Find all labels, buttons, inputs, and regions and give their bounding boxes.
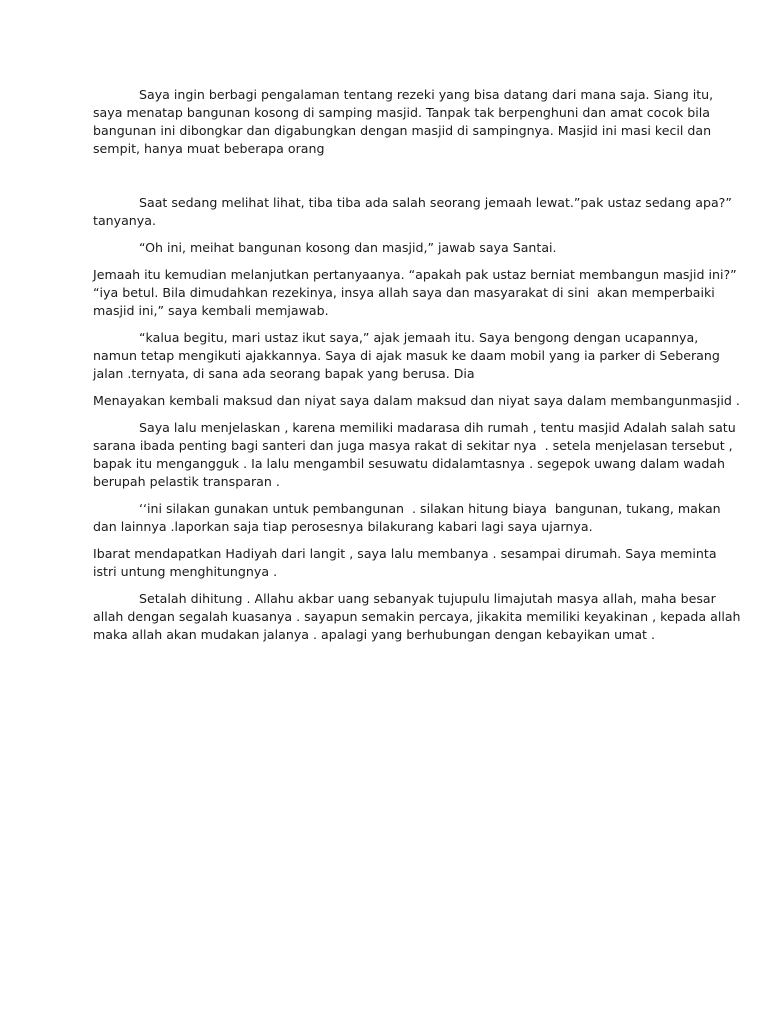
paragraph-line: “Oh ini, meihat bangunan kosong dan masjid,” jawab saya Santai. [139,240,557,255]
paragraph-line: masjid ini,” saya kembali memjawab. [93,303,329,318]
paragraph-line: jalan .ternyata, di sana ada seorang bapak yang berusa. Dia [93,366,475,381]
paragraph-line: “iya betul. Bila dimudahkan rezekinya, insya allah saya dan masyarakat di sini akan memperbaiki [93,285,715,300]
paragraph-line: bangunan ini dibongkar dan digabungkan dengan masjid di sampingnya. Masjid ini masi kecil dan [93,123,712,138]
paragraph-5 [93,329,720,383]
paragraph-3 [93,239,675,257]
paragraph-line: Jemaah itu kemudian melanjutkan pertanyaanya. “apakah pak ustaz berniat membangun masjid ini?” [93,267,737,282]
paragraph-line: ‘‘ini silakan gunakan untuk pembangunan . silakan hitung biaya bangunan, tukang, makan [139,501,721,516]
paragraph-line: Saat sedang melihat lihat, tiba tiba ada salah seorang jemaah lewat.”pak ustaz sedang apa?” [139,195,732,210]
paragraph-line: Menayakan kembali maksud dan niyat saya dalam maksud dan niyat saya dalam membangunmasjid . [93,393,740,408]
paragraph-7 [93,419,736,491]
paragraph-8 [93,500,721,536]
paragraph-line: “kalua begitu, mari ustaz ikut saya,” ajak jemaah itu. Saya bengong dengan ucapannya, [139,330,699,345]
paragraph-line: Saya ingin berbagi pengalaman tentang rezeki yang bisa datang dari mana saja. Siang itu, [139,87,714,102]
paragraph-line: sempit, hanya muat beberapa orang [93,141,325,156]
paragraph-line: Ibarat mendapatkan Hadiyah dari langit , saya lalu membanya . sesampai dirumah. Saya meminta [93,546,717,561]
paragraph-line: namun tetap mengikuti ajakkannya. Saya di ajak masuk ke daam mobil yang ia parker di Seberang [93,348,720,363]
paragraph-1 [93,86,714,158]
document-body [93,86,741,653]
paragraph-9 [93,545,717,581]
paragraph-line: allah dengan segalah kuasanya . sayapun semakin percaya, jikakita memiliki keyakinan , kepada allah [93,609,741,624]
paragraph-line: saya menatap bangunan kosong di samping masjid. Tanpak tak berpenghuni dan amat cocok bila [93,105,710,120]
paragraph-2 [93,194,732,230]
paragraph-line: berupah pelastik transparan . [93,474,280,489]
paragraph-line: maka allah akan mudakan jalanya . apalagi yang berhubungan dengan kebayikan umat . [93,627,655,642]
paragraph-line: Saya lalu menjelaskan , karena memiliki madarasa dih rumah , tentu masjid Adalah salah satu [139,420,736,435]
paragraph-line: dan lainnya .laporkan saja tiap perosesnya bilakurang kabari lagi saya ujarnya. [93,519,593,534]
paragraph-6 [93,392,740,410]
paragraph-line: istri untung menghitungnya . [93,564,278,579]
paragraph-4 [93,266,737,320]
paragraph-line: tanyanya. [93,213,156,228]
paragraph-line: bapak itu mengangguk . Ia lalu mengambil sesuwatu didalamtasnya . segepok uwang dalam wadah [93,456,726,471]
paragraph-line: sarana ibada penting bagi santeri dan juga masya rakat di sekitar nya . setela menjelasan tersebut , [93,438,733,453]
paragraph-line: Setalah dihitung . Allahu akbar uang sebanyak tujupulu limajutah masya allah, maha besar [139,591,716,606]
paragraph-10 [93,590,741,644]
